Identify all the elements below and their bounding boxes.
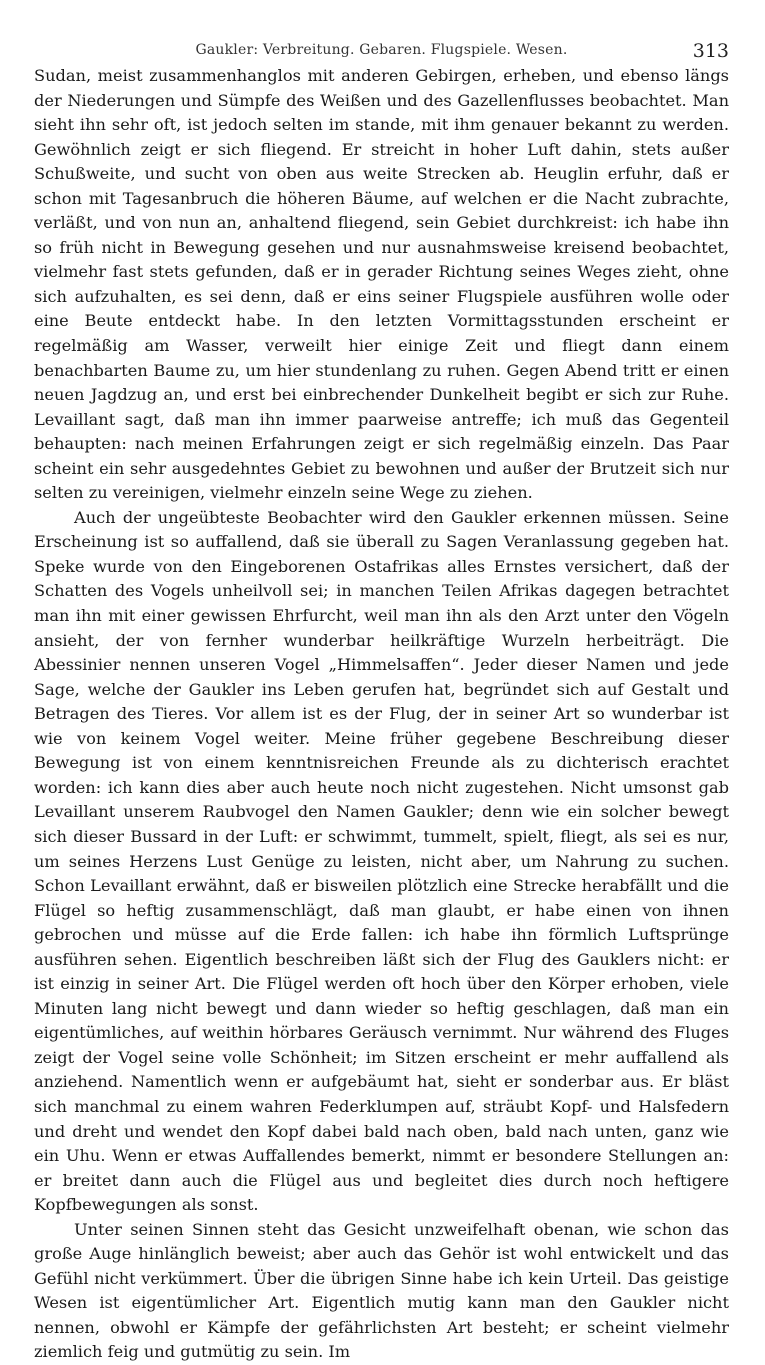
body-text [34,64,729,1365]
page-number: 313 [692,40,729,62]
running-head [34,34,729,64]
paragraph-3: Unter seinen Sinnen steht das Gesicht unzweifelhaft obenan, wie schon das große Auge hinlänglich beweist; aber auch das Gehör ist wohl entwickelt und das Gefühl nicht verkümmert. Über die übrigen Sinne habe ich kein Urteil. Das geistige Wesen ist eigentümlicher Art. Eigentlich mutig kann man den Gaukler nicht nennen, obwohl er Kämpfe der gefährlichsten Art besteht; er scheint vielmehr ziemlich feig und gutmütig zu sein. Im [34,1219,729,1362]
paragraph-2: Auch der ungeübteste Beobachter wird den Gaukler erkennen müssen. Seine Erscheinung ist so auffallend, daß sie überall zu Sagen Veranlassung gegeben hat. Speke wurde von den Eingeborenen Ostafrikas alles Ernstes versichert, daß der Schatten des Vogels unheilvoll sei; in manchen Teilen Afrikas dagegen betrachtet man ihn mit einer gewissen Ehrfurcht, weil man ihn als den Arzt unter den Vögeln ansieht, der von fernher wunderbar heilkräftige Wurzeln herbeiträgt. Die Abessinier nennen unseren Vogel „Himmelsaffen“. Jeder dieser Namen und jede Sage, welche der Gaukler ins Leben gerufen hat, begründet sich auf Gestalt und Betragen des Tieres. Vor allem ist es der Flug, der in seiner Art so wunderbar ist wie von keinem Vogel weiter. Meine früher gegebene Beschreibung dieser Bewegung ist von einem kenntnisreichen Freunde als zu dichterisch erachtet worden: ich kann dies aber auch heute noch nicht zugestehen. Nicht umsonst gab Levaillant unserem Raubvogel den Namen Gaukler; denn wie ein solcher bewegt sich dieser Bussard in der Luft: er schwimmt, tummelt, spielt, fliegt, als sei es nur, um seines Herzens Lust Genüge zu leisten, nicht aber, um Nahrung zu suchen. Schon Levaillant erwähnt, daß er bisweilen plötzlich eine Strecke herabfällt und die Flügel so heftig zusammenschlägt, daß man glaubt, er habe einen von ihnen gebrochen und müsse auf die Erde fallen: ich habe ihn förmlich Luftsprünge ausführen sehen. Eigentlich beschreiben läßt sich der Flug des Gauklers nicht: er ist einzig in seiner Art. Die Flügel werden oft hoch über den Körper erhoben, viele Minuten lang nicht bewegt und dann wieder so heftig geschlagen, daß man ein eigentümliches, auf weithin hörbares Geräusch vernimmt. Nur während des Fluges zeigt der Vogel seine volle Schönheit; im Sitzen erscheint er mehr auffallend als anziehend. Namentlich wenn er aufgebäumt hat, sieht er sonderbar aus. Er bläst sich manchmal zu einem wahren Federklumpen auf, sträubt Kopf- und Halsfedern und dreht und wendet den Kopf dabei bald nach oben, bald nach unten, ganz wie ein Uhu. Wenn er etwas Auffallendes bemerkt, nimmt er besondere Stellungen an: er breitet dann auch die Flügel aus und begleitet dies durch noch heftigere Kopfbewegungen als sonst. [34,507,729,1215]
running-title: Gaukler: Verbreitung. Gebaren. Flugspiele. Wesen. [195,42,568,58]
paragraph-1: Sudan, meist zusammenhanglos mit anderen Gebirgen, erheben, und ebenso längs der Niederungen und Sümpfe des Weißen und des Gazellenflusses beobachtet. Man sieht ihn sehr oft, ist jedoch selten im stande, mit ihm genauer bekannt zu werden. Gewöhnlich zeigt er sich fliegend. Er streicht in hoher Luft dahin, stets außer Schußweite, und sucht von oben aus weite Strecken ab. Heuglin erfuhr, daß er schon mit Tagesanbruch die höheren Bäume, auf welchen er die Nacht zubrachte, verläßt, und von nun an, anhaltend fliegend, sein Gebiet durchkreist: ich habe ihn so früh nicht in Bewegung gesehen und nur ausnahmsweise kreisend beobachtet, vielmehr fast stets gefunden, daß er in gerader Richtung seines Weges zieht, ohne sich aufzuhalten, es sei denn, daß er eins seiner Flugspiele ausführen wolle oder eine Beute entdeckt habe. In den letzten Vormittagsstunden erscheint er regelmäßig am Wasser, verweilt hier einige Zeit und fliegt dann einem benachbarten Baume zu, um hier stundenlang zu ruhen. Gegen Abend tritt er einen neuen Jagdzug an, und erst bei einbrechender Dunkelheit begibt er sich zur Ruhe. Levaillant sagt, daß man ihn immer paarweise antreffe; ich muß das Gegenteil behaupten: nach meinen Erfahrungen zeigt er sich regelmäßig einzeln. Das Paar scheint ein sehr ausgedehntes Gebiet zu bewohnen und außer der Brutzeit sich nur selten zu vereinigen, vielmehr einzeln seine Wege zu ziehen. [34,66,729,503]
